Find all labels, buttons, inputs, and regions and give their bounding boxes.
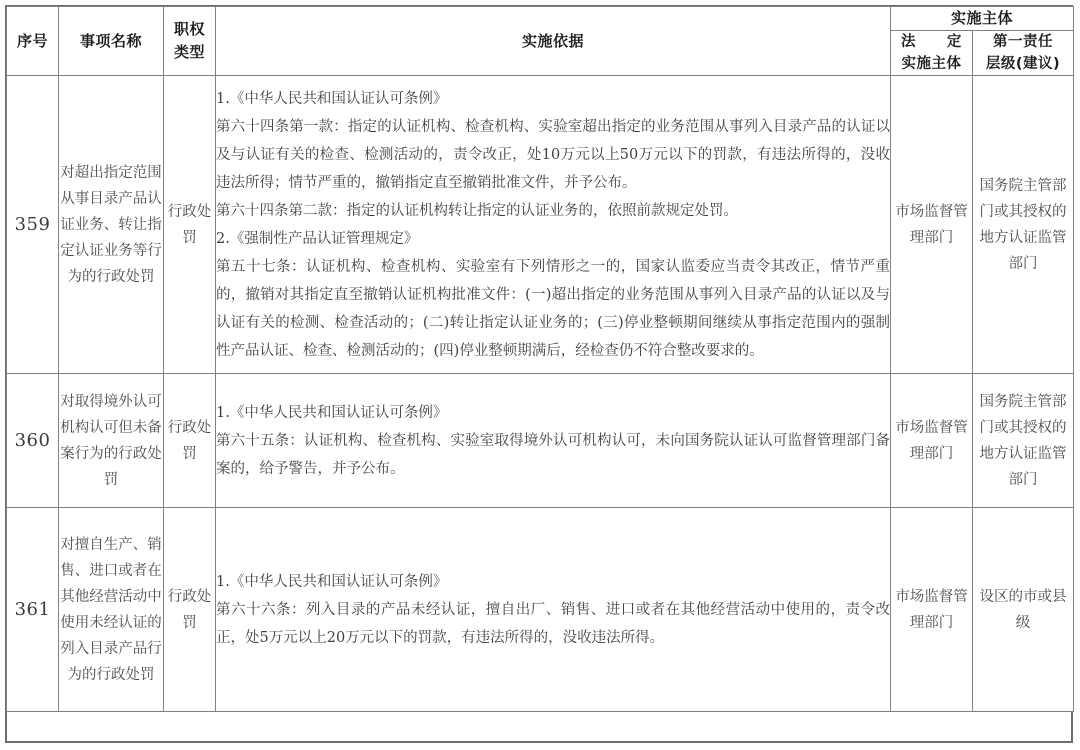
cell-implementation-basis [216,76,891,374]
header-legal-subject-line1: 法 定 [901,34,962,50]
table-row [7,76,1074,374]
basis-line: 1.《中华人民共和国认证认可条例》 [216,90,448,107]
header-authority-type [164,7,216,76]
table-frame-bottom [6,741,1073,743]
cell-legal-subject: 市场监督管理部门 [891,508,973,712]
cell-authority-type: 行政处罚 [164,76,216,374]
header-legal-subject-line2: 实施主体 [901,56,962,72]
cell-item-name: 对擅自生产、销售、进口或者在其他经营活动中使用未经认证的列入目录产品行为的行政处罚 [59,508,164,712]
basis-line: 第六十五条：认证机构、检查机构、实验室取得境外认可机构认可，未向国务院认证认可监督管理部门备案的，给予警告，并予公布。 [216,432,890,477]
basis-line: 1.《中华人民共和国认证认可条例》 [216,573,448,590]
header-item-name: 事项名称 [59,7,164,76]
cell-responsibility-level: 设区的市或县级 [973,508,1074,712]
table-row [7,374,1074,508]
basis-line: 第六十四条第一款：指定的认证机构、检查机构、实验室超出指定的业务范围从事列入目录产品的认证以及与认证有关的检查、检测活动的，责令改正，处10万元以上50万元以下的罚款，有违法所得的，没收违法所得；情节严重的，撤销指定直至撤销批准文件，并予公布。 [216,118,890,191]
basis-line: 2.《强制性产品认证管理规定》 [216,230,419,247]
basis-line: 1.《中华人民共和国认证认可条例》 [216,404,448,421]
cell-seq: 361 [7,508,59,712]
table-row [7,508,1074,712]
header-implementation-basis: 实施依据 [216,7,891,76]
header-authority-type-line1: 职权 [173,20,205,38]
header-authority-type-line2: 类型 [173,43,205,61]
header-responsibility-level-line2: 层级(建议) [985,56,1061,72]
basis-line: 第五十七条：认证机构、检查机构、实验室有下列情形之一的，国家认监委应当责令其改正，情节严重的，撤销对其指定直至撤销认证机构批准文件：(一)超出指定的业务范围从事列入目录产品的认证以及与认证有关的检测、检查活动的；(二)转让指定认证业务的；(三)停业整顿期间继续从事指定范围内的强制性产品认证、检查、检测活动的；(四)停业整顿期满后，经检查仍不符合整改要求的。 [216,258,890,359]
cell-item-name: 对取得境外认可机构认可但未备案行为的行政处罚 [59,374,164,508]
header-row-1 [7,7,1074,31]
cell-legal-subject: 市场监督管理部门 [891,374,973,508]
cell-item-name: 对超出指定范围从事目录产品认证业务、转让指定认证业务等行为的行政处罚 [59,76,164,374]
table-body [7,76,1074,712]
cell-legal-subject: 市场监督管理部门 [891,76,973,374]
cell-implementation-basis [216,508,891,712]
table-header [7,7,1074,76]
cell-seq: 359 [7,76,59,374]
header-implementation-subject-group: 实施主体 [891,7,1074,31]
cell-authority-type: 行政处罚 [164,374,216,508]
header-responsibility-level-line1: 第一责任 [993,34,1053,50]
cell-seq: 360 [7,374,59,508]
cell-authority-type: 行政处罚 [164,508,216,712]
administrative-penalty-table [6,6,1074,712]
cell-responsibility-level: 国务院主管部门或其授权的地方认证监管部门 [973,374,1074,508]
header-seq: 序号 [7,7,59,76]
basis-line: 第六十六条：列入目录的产品未经认证，擅自出厂、销售、进口或者在其他经营活动中使用的，责令改正，处5万元以上20万元以下的罚款，有违法所得的，没收违法所得。 [216,601,890,646]
cell-responsibility-level: 国务院主管部门或其授权的地方认证监管部门 [973,76,1074,374]
header-responsibility-level [973,31,1074,76]
header-legal-subject [891,31,973,76]
basis-line: 第六十四条第二款：指定的认证机构转让指定的认证业务的，依照前款规定处罚。 [216,202,738,219]
cell-implementation-basis [216,374,891,508]
